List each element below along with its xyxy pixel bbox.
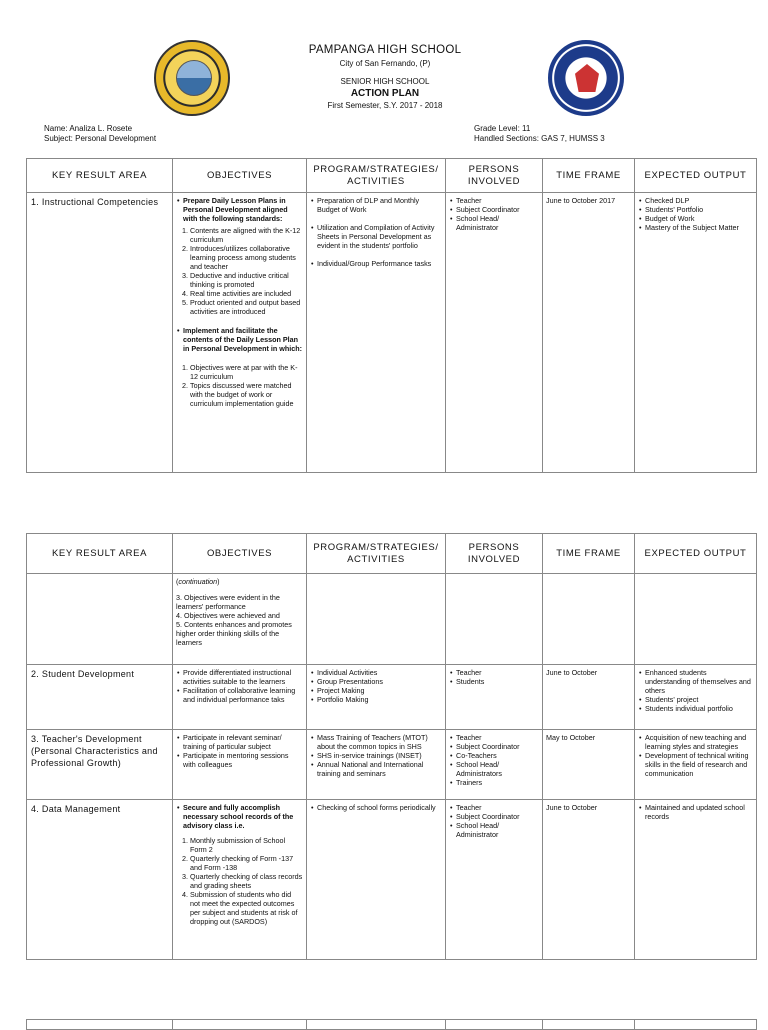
table-row: [27, 193, 757, 473]
col-expected-output: EXPECTED OUTPUT: [635, 159, 757, 193]
time-frame-cell: June to October 2017: [543, 193, 635, 473]
col-objectives: OBJECTIVES: [173, 534, 307, 574]
programs-cell: • Preparation of DLP and Monthly Budget of Work • Utilization and Compilation of Activity Sheets in Personal Development as evident in the students' portfolio • Individual/Group Performance tasks: [307, 193, 446, 473]
grade-level: Grade Level: 11: [474, 124, 531, 133]
programs-cell: • Mass Training of Teachers (MTOT) about the common topics in SHS • SHS in-service trainings (INSET) • Annual National and International training and seminars: [307, 730, 446, 800]
semester-line: First Semester, S.Y. 2017 - 2018: [327, 101, 443, 110]
action-plan-table-3: [26, 1019, 757, 1030]
output-cell: • Maintained and updated school records: [635, 800, 757, 960]
col-time-frame: TIME FRAME: [543, 534, 635, 574]
programs-cell: • Checking of school forms periodically: [307, 800, 446, 960]
persons-cell: • Teacher • Students: [446, 665, 543, 730]
subject-name: Subject: Personal Development: [44, 134, 157, 143]
objectives-cell: • Secure and fully accomplish necessary school records of the advisory class i.e. 1. Monthly submission of School Form 2 2. Quarterly checking of Form -137 and Form -138 3. Quarterly checking of class records and grading sheets 4. Submission of students who did not meet the expected outcomes per subject and students at risk of dropping out (SARDOS): [173, 800, 307, 960]
kra-cell: 2. Student Development: [27, 665, 173, 730]
continuation-label: continuation: [178, 577, 218, 586]
col-key-result-area: KEY RESULT AREA: [27, 159, 173, 193]
kra-cell: [27, 574, 173, 665]
col-expected-output: EXPECTED OUTPUT: [635, 534, 757, 574]
handled-sections: Handled Sections: GAS 7, HUMSS 3: [474, 134, 605, 143]
deped-seal-logo: [548, 40, 624, 116]
table-header-row: [27, 534, 757, 574]
col-objectives: OBJECTIVES: [173, 159, 307, 193]
table-row: [27, 800, 757, 960]
col-persons: PERSONS INVOLVED: [446, 159, 543, 193]
city-line: City of San Fernando, (P): [339, 59, 431, 68]
action-plan-table-2: [26, 533, 757, 960]
time-frame-cell: May to October: [543, 730, 635, 800]
objectives-cell: (continuation) 3. Objectives were evident in the learners' performance 4. Objectives were achieved and 5. Contents enhances and promotes higher order thinking skills of the learners: [173, 574, 307, 665]
table-row: [27, 574, 757, 665]
school-name: PAMPANGA HIGH SCHOOL: [308, 44, 462, 56]
table-row: [27, 665, 757, 730]
kra-cell: 1. Instructional Competencies: [27, 193, 173, 473]
class-info: [474, 124, 605, 144]
persons-cell: • Teacher • Subject Coordinator • Co-Teachers • School Head/ Administrators • Trainers: [446, 730, 543, 800]
kra-cell: 3. Teacher's Development (Personal Characteristics and Professional Growth): [27, 730, 173, 800]
kra-cell: 4. Data Management: [27, 800, 173, 960]
action-plan-table-1: [26, 158, 757, 473]
objectives-cell: • Participate in relevant seminar/ training of particular subject • Participate in mentoring sessions with colleagues: [173, 730, 307, 800]
persons-cell: • Teacher • Subject Coordinator • School Head/ Administrator: [446, 193, 543, 473]
col-key-result-area: KEY RESULT AREA: [27, 534, 173, 574]
col-programs: PROGRAM/STRATEGIES/ ACTIVITIES: [307, 159, 446, 193]
col-time-frame: TIME FRAME: [543, 159, 635, 193]
school-seal-logo: [154, 40, 230, 116]
time-frame-cell: June to October: [543, 800, 635, 960]
table-header-row: [27, 159, 757, 193]
objectives-cell: • Provide differentiated instructional activities suitable to the learners • Facilitation of collaborative learning and individual performance taks: [173, 665, 307, 730]
shs-line: SENIOR HIGH SCHOOL: [340, 77, 430, 86]
output-cell: • Enhanced students understanding of themselves and others • Students' project • Students individual portfolio: [635, 665, 757, 730]
output-cell: • Acquisition of new teaching and learning styles and strategies • Development of technical writing skills in the field of research and communication: [635, 730, 757, 800]
document-title: ACTION PLAN: [350, 88, 420, 99]
table-row: [27, 730, 757, 800]
teacher-name: Name: Analiza L. Rosete: [44, 124, 133, 133]
teacher-info: [44, 124, 156, 144]
time-frame-cell: June to October: [543, 665, 635, 730]
output-cell: • Checked DLP • Students' Portfolio • Budget of Work • Mastery of the Subject Matter: [635, 193, 757, 473]
programs-cell: • Individual Activities • Group Presentations • Project Making • Portfolio Making: [307, 665, 446, 730]
objectives-cell: • Prepare Daily Lesson Plans in Personal Development aligned with the following standards: 1. Contents are aligned with the K-12 curriculum 2. Introduces/utilizes collaborative learning process among students and teacher 3. Deductive and inductive critical thinking is promoted 4. Real time activities are included 5. Product oriented and output based activities are introduced • Implement and facilitate the contents of the Daily Lesson Plan in Personal Development in which: 1. Objectives were at par with the K-12 curriculum 2. Topics discussed were matched with the budget of work or curriculum implementation guide: [173, 193, 307, 473]
col-persons: PERSONS INVOLVED: [446, 534, 543, 574]
persons-cell: • Teacher • Subject Coordinator • School Head/ Administrator: [446, 800, 543, 960]
col-programs: PROGRAM/STRATEGIES/ ACTIVITIES: [307, 534, 446, 574]
